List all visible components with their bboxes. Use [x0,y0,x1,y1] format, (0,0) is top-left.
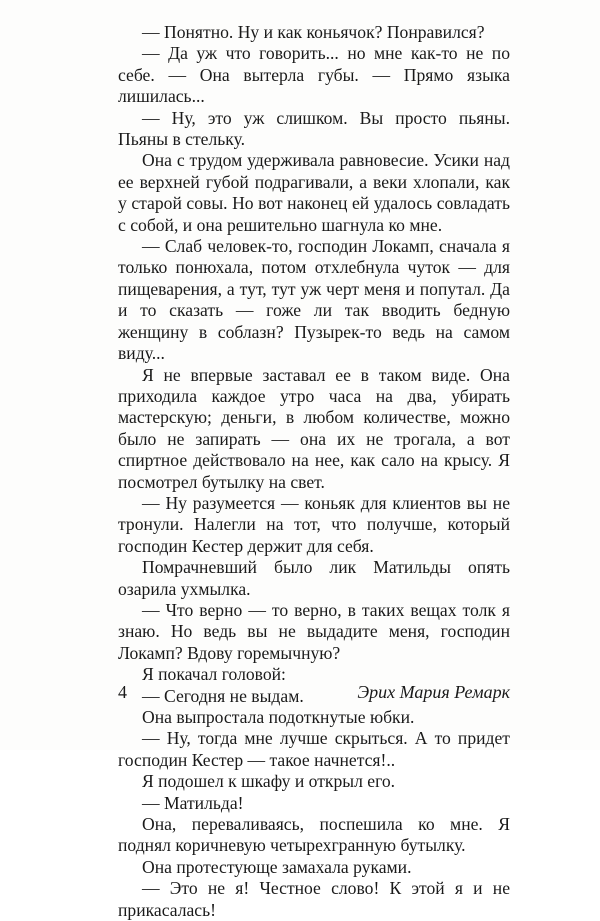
paragraph: Я не впервые заставал ее в таком виде. Она приходила каждое утро часа на два, убирать мастерскую; деньги, в любом количестве, можно было не запирать — она их не трогала, а вот спиртное действовало на нее, как сало на крысу. Я посмотрел бутылку на свет. [118,364,510,492]
paragraph: Она с трудом удерживала равновесие. Усики над ее верхней губой подрагивали, а веки хлопали, как у старой совы. Но вот наконец ей удалось совладать с собой, и она решительно шагнула ко мне. [118,150,510,235]
paragraph: — Ну, это уж слишком. Вы просто пьяны. Пьяны в стельку. [118,107,510,150]
paragraph: — Слаб человек-то, господин Локамп, сначала я только понюхала, потом отхлебнула чуток — для пищеварения, а тут, тут уж черт меня и попутал. Да и то сказать — гоже ли так вводить бедную женщину в соблазн? Пузырек-то ведь на самом виду... [118,236,510,364]
paragraph: Она протестующе замахала руками. [142,856,412,877]
body-text [118,22,510,921]
page-footer [118,682,510,708]
paragraph: Она выпростала подоткнутые юбки. [142,707,415,727]
paragraph: — Сегодня не выдам. [142,685,304,706]
paragraph: — Ну разумеется — коньяк для клиентов вы не тронули. Налегли на тот, что получше, который господин Кестер держит для себя. [118,492,510,556]
paragraph: — Матильда! [142,792,244,813]
paragraph: Помрачневший было лик Матильды опять озарила ухмылка. [118,557,510,599]
paragraph: — Ну, тогда мне лучше скрыться. А то придет господин Кестер — такое начнется!.. [118,728,510,770]
running-footer-author: Эрих Мария Ремарк [357,682,510,702]
paragraph: Я подошел к шкафу и открыл его. [142,771,396,792]
paragraph: Я покачал головой: [142,664,286,685]
page-number: 4 [118,682,127,702]
paragraph: — Да уж что говорить... но мне как-то не по себе. — Она вытерла губы. — Прямо языка лишилась... [118,43,510,107]
paragraph: — Что верно — то верно, в таких вещах толк я знаю. Но ведь вы не выдадите меня, господин Локамп? Вдову горемычную? [118,599,510,663]
paragraph: — Понятно. Ну и как коньячок? Понравился? [142,22,485,42]
paragraph: — Это не я! Честное слово! К этой я и не прикасалась! [118,878,510,920]
paragraph: Она, переваливаясь, поспешила ко мне. Я поднял коричневую четырехгранную бутылку. [118,814,510,856]
